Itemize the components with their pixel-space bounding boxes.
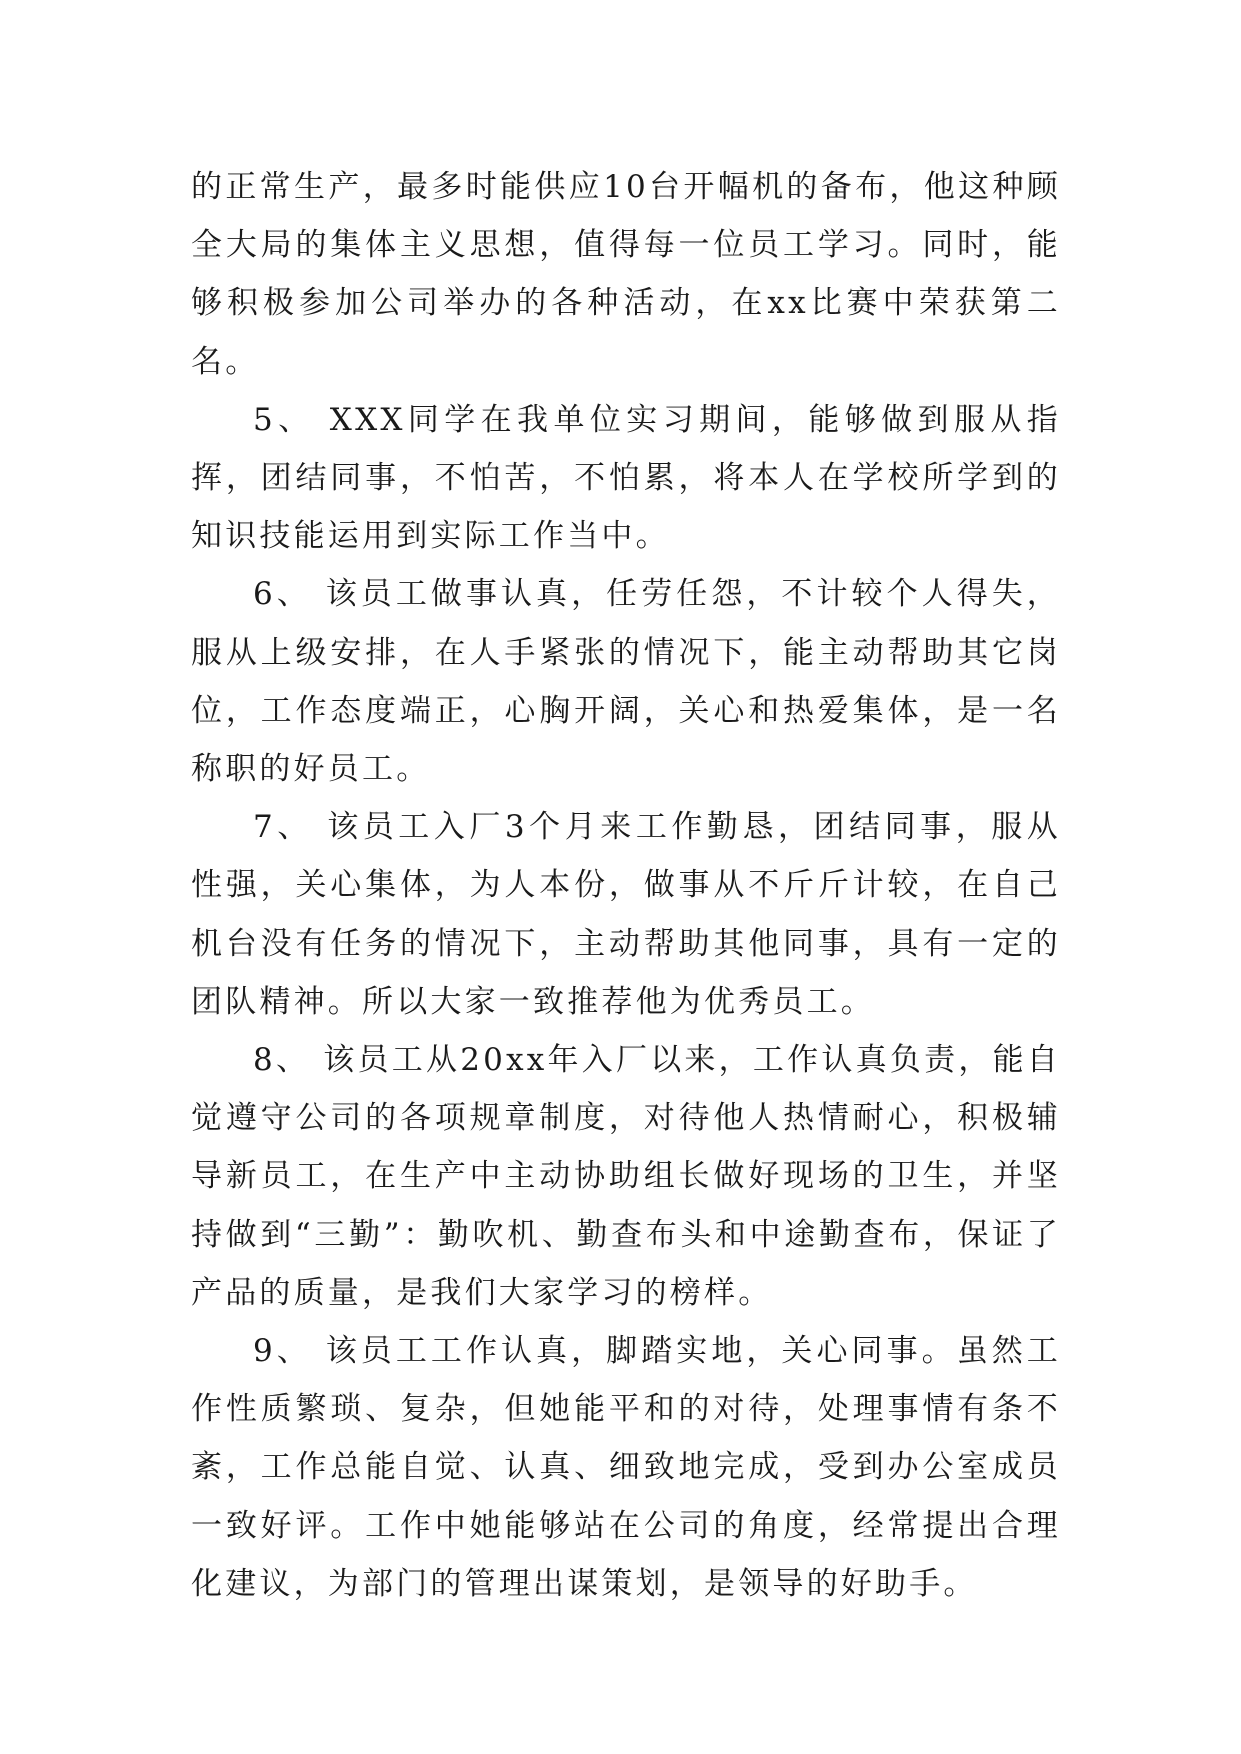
paragraph-item-5: 5、 XXX同学在我单位实习期间，能够做到服从指挥，团结同事，不怕苦，不怕累，将本人在学校所学到的知识技能运用到实际工作当中。 <box>191 401 1061 555</box>
document-body <box>191 158 1061 1613</box>
paragraph-item-9: 9、 该员工工作认真，脚踏实地，关心同事。虽然工作性质繁琐、复杂，但她能平和的对待，处理事情有条不紊，工作总能自觉、认真、细致地完成，受到办公室成员一致好评。工作中她能够站在公司的角度，经常提出合理化建议，为部门的管理出谋策划，是领导的好助手。 <box>191 1333 1061 1602</box>
paragraph-item-6: 6、 该员工做事认真，任劳任怨，不计较个人得失，服从上级安排，在人手紧张的情况下，能主动帮助其它岗位，工作态度端正，心胸开阔，关心和热爱集体，是一名称职的好员工。 <box>191 576 1061 788</box>
paragraph-continuation: 的正常生产，最多时能供应10台开幅机的备布，他这种顾全大局的集体主义思想，值得每一位员工学习。同时，能够积极参加公司举办的各种活动，在xx比赛中荣获第二名。 <box>191 169 1061 380</box>
paragraph-item-8: 8、 该员工从20xx年入厂以来，工作认真负责，能自觉遵守公司的各项规章制度，对待他人热情耐心，积极辅导新员工，在生产中主动协助组长做好现场的卫生，并坚持做到“三勤”：勤吹机、勤查布头和中途勤查布，保证了产品的质量，是我们大家学习的榜样。 <box>191 1042 1061 1311</box>
paragraph-item-7: 7、 该员工入厂3个月来工作勤恳，团结同事，服从性强，关心集体，为人本份，做事从不斤斤计较，在自己机台没有任务的情况下，主动帮助其他同事，具有一定的团队精神。所以大家一致推荐他为优秀员工。 <box>191 809 1061 1020</box>
